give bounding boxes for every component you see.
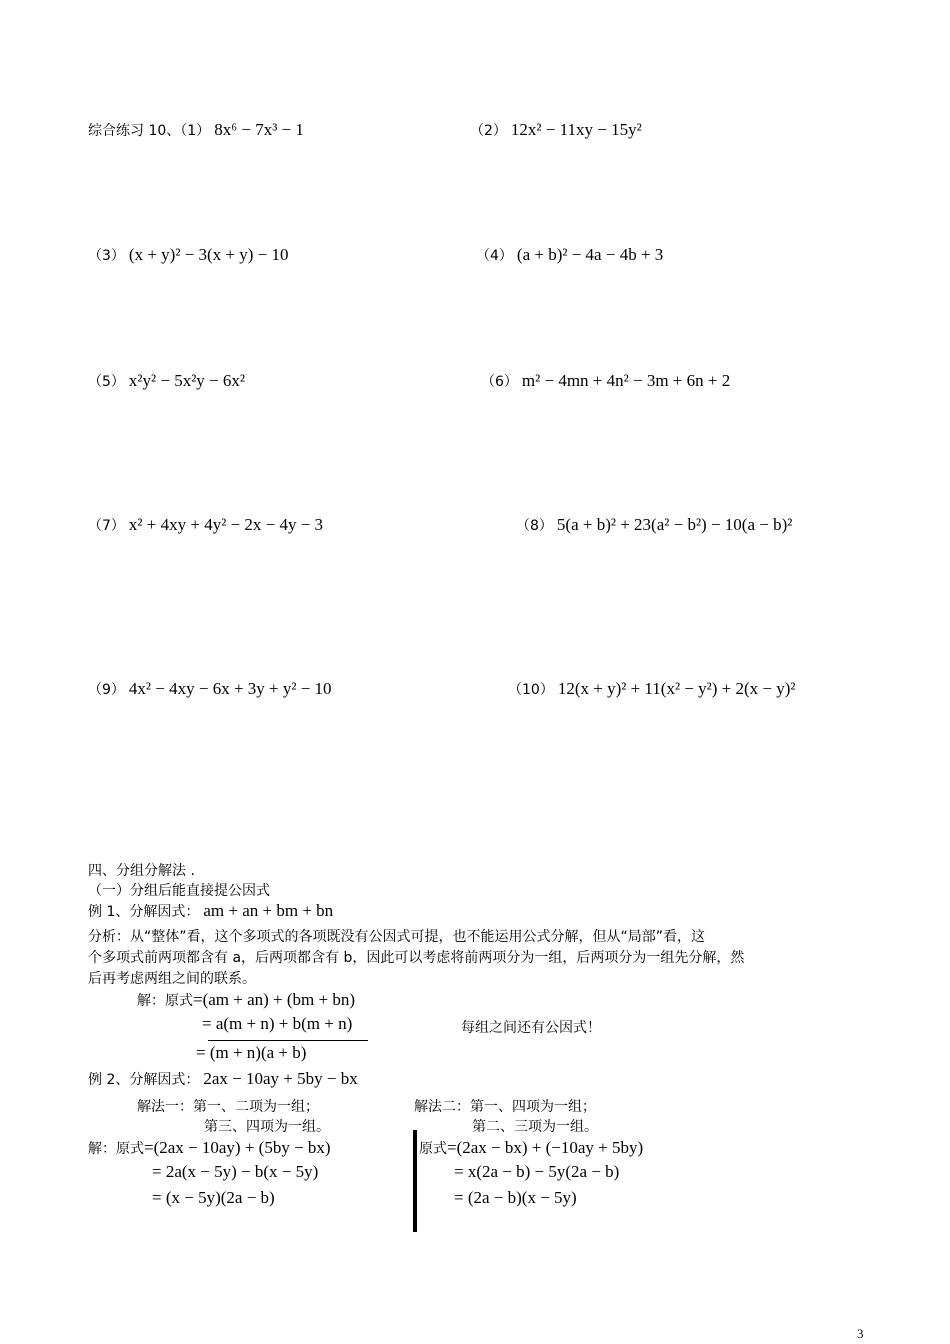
method-1-subtitle: 第三、四项为一组。 [204,1119,330,1135]
solution-1-step-3: = (x − 5y)(2a − b) [152,1188,275,1207]
example-1-solution-label: 解：原式 [137,993,193,1009]
exercise-8-expr: 5(a + b)² + 23(a² − b²) − 10(a − b)² [556,515,793,534]
exercise-3 [88,245,289,265]
exercise-2-label: （2） [470,123,507,139]
example-1-heading [88,901,333,921]
example-1-note: 每组之间还有公因式！ [461,1020,601,1036]
example-2-expr: 2ax − 10ay + 5by − bx [203,1069,358,1088]
analysis-line-3: 后再考虑两组之间的联系。 [88,971,256,987]
exercise-5 [88,371,245,391]
solution-1-step-2: = 2a(x − 5y) − b(x − 5y) [152,1162,319,1181]
exercise-10 [508,679,796,699]
solution-2-label: 原式 [419,1141,447,1157]
example-1-overline [208,1040,368,1041]
exercise-3-label: （3） [88,248,125,264]
method-1-title: 解法一：第一、二项为一组； [137,1099,319,1115]
exercise-8 [516,515,792,535]
exercise-8-label: （8） [516,518,553,534]
solution-2-step-3: = (2a − b)(x − 5y) [454,1188,577,1207]
exercise-5-label: （5） [88,374,125,390]
solution-2-step-1: =(2ax − bx) + (−10ay + 5by) [447,1138,644,1157]
solution-divider-bar [413,1130,417,1232]
page-number: 3 [857,1326,864,1341]
exercise-7 [88,515,323,535]
example-1-label: 例 1、分解因式： [88,904,200,920]
exercise-4 [476,245,663,265]
exercise-7-expr: x² + 4xy + 4y² − 2x − 4y − 3 [128,515,324,534]
exercise-1-label: （1） [180,123,211,139]
example-1-solution [137,990,355,1010]
solution-1-step-1: =(2ax − 10ay) + (5by − bx) [144,1138,331,1157]
section-subheading: （一）分组后能直接提公因式 [88,883,270,899]
exercise-6-expr: m² − 4mn + 4n² − 3m + 6n + 2 [521,371,731,390]
analysis-line-1: 分析：从“整体”看，这个多项式的各项既没有公因式可提，也不能运用公式分解，但从“局部”看，这 [88,929,706,945]
exercise-7-label: （7） [88,518,125,534]
exercise-4-expr: (a + b)² − 4a − 4b + 3 [516,245,664,264]
method-2-title: 解法二：第一、四项为一组； [414,1099,596,1115]
section-heading: 四、分组分解法 . [88,863,195,879]
exercise-6 [481,371,730,391]
exercise-4-label: （4） [476,248,513,264]
exercise-10-expr: 12(x + y)² + 11(x² − y²) + 2(x − y)² [557,679,796,698]
example-1-step-3: = (m + n)(a + b) [196,1043,307,1062]
exercise-5-expr: x²y² − 5x²y − 6x² [128,371,245,390]
exercise-3-expr: (x + y)² − 3(x + y) − 10 [128,245,289,264]
solution-2-line-1 [419,1138,643,1158]
example-1-step-1: =(am + an) + (bm + bn) [193,990,356,1009]
exercise-title: 综合练习 10、 [88,123,181,139]
analysis-line-2: 个多项式前两项都含有 a，后两项都含有 b，因此可以考虑将前两项分为一组，后两项分为一组先分解，然 [88,950,745,966]
example-2-heading [88,1069,358,1089]
example-2-label: 例 2、分解因式： [88,1072,200,1088]
exercise-9-label: （9） [88,682,125,698]
exercise-1 [88,120,304,140]
exercise-1-expr: 8x⁶ − 7x³ − 1 [214,120,304,139]
solution-1-line-1 [88,1138,331,1158]
exercise-9-expr: 4x² − 4xy − 6x + 3y + y² − 10 [128,679,332,698]
method-2-subtitle: 第二、三项为一组。 [472,1119,598,1135]
exercise-10-label: （10） [508,682,554,698]
exercise-6-label: （6） [481,374,518,390]
solution-1-label: 解：原式 [88,1141,144,1157]
exercise-9 [88,679,332,699]
exercise-2 [470,120,642,140]
solution-2-step-2: = x(2a − b) − 5y(2a − b) [454,1162,620,1181]
example-1-step-2: = a(m + n) + b(m + n) [202,1014,353,1033]
example-1-expr: am + an + bm + bn [203,901,334,920]
exercise-2-expr: 12x² − 11xy − 15y² [510,120,642,139]
